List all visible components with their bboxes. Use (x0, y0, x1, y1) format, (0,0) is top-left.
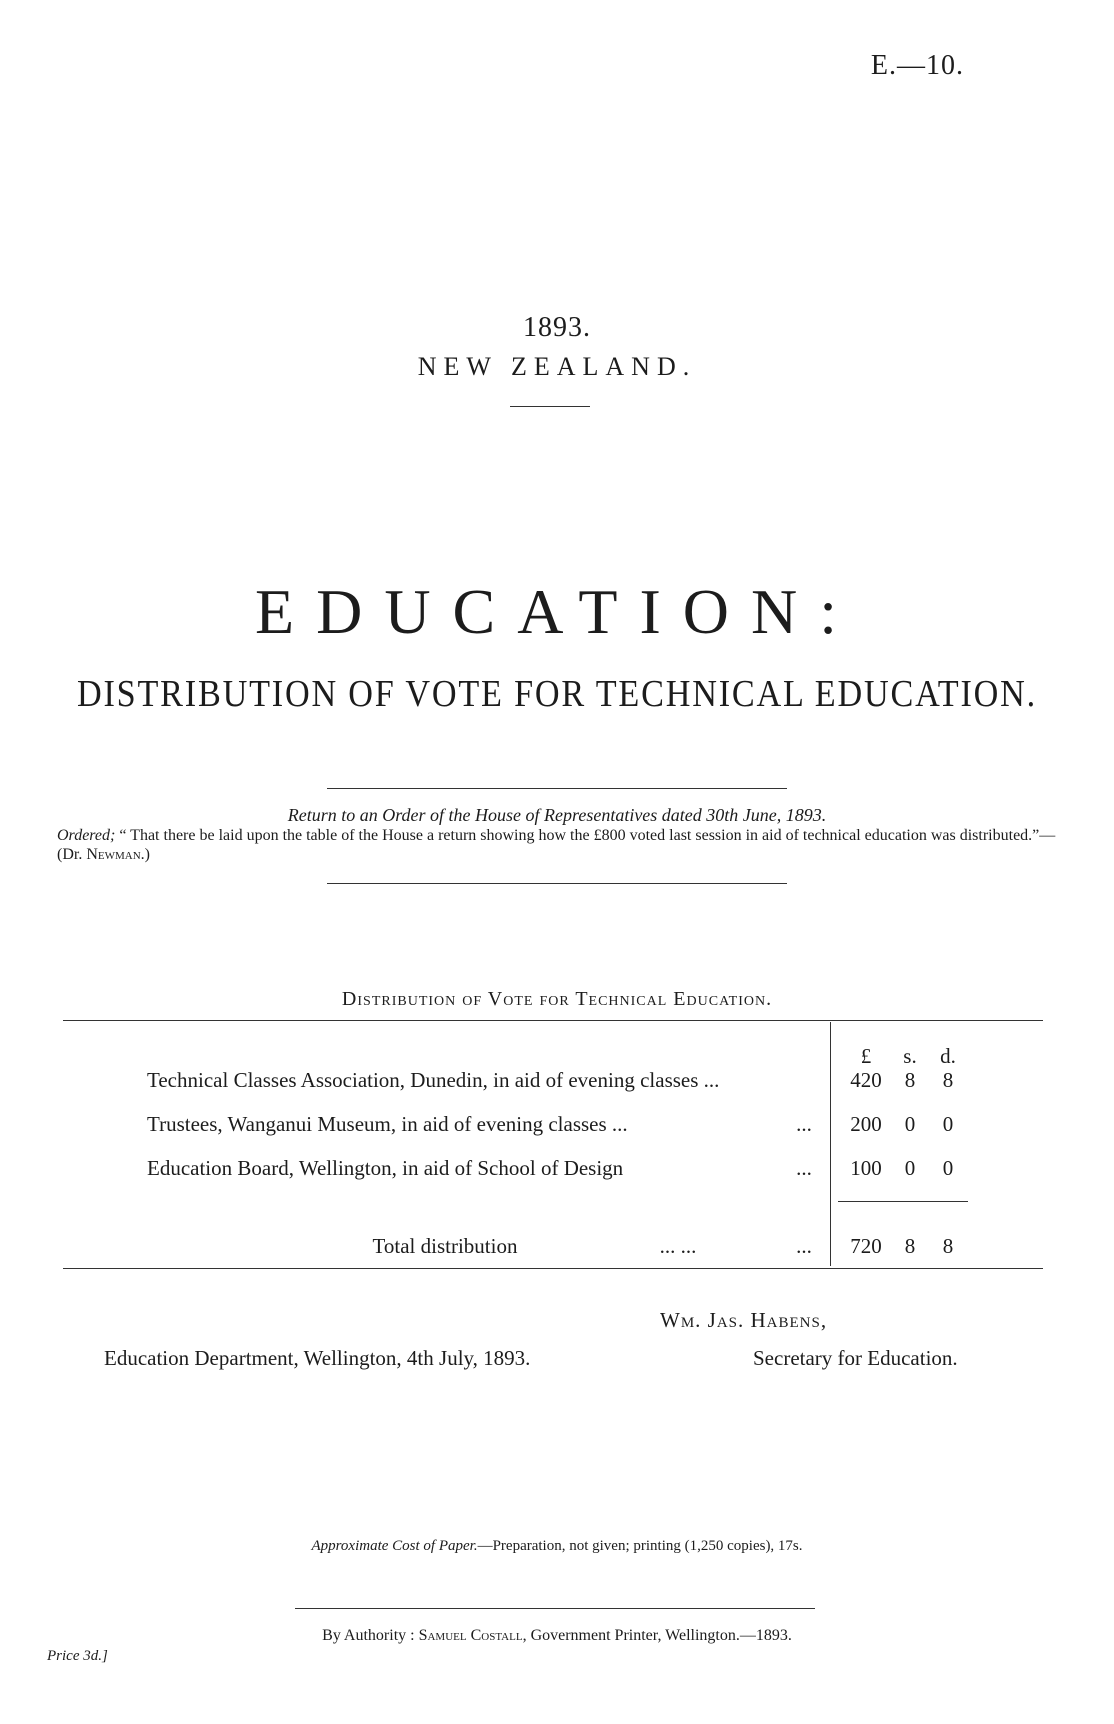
authority-prefix: By Authority : (322, 1627, 415, 1644)
ordered-text: “ That there be laid upon the table of the House a return showing how the £800 voted last session in aid of technical education was distributed.”—(Dr. (57, 827, 1056, 863)
total-label: Total distribution (372, 1234, 518, 1258)
table-row-shillings: 0 (904, 1156, 916, 1180)
footer-rule (295, 1608, 815, 1609)
table-row-label: Trustees, Wanganui Museum, in aid of evening classes ... (147, 1112, 628, 1136)
ordered-member: Newman (86, 846, 141, 863)
leader-dots: ... (796, 1112, 812, 1136)
country-heading: NEW ZEALAND. (417, 352, 697, 381)
column-header-pounds: £ (860, 1044, 872, 1068)
table-row-shillings: 8 (904, 1068, 916, 1092)
document-title: EDUCATION: (255, 576, 859, 647)
place-and-date: Education Department, Wellington, 4th July, 1893. (104, 1346, 531, 1370)
leader-dots: ... ... (659, 1234, 697, 1258)
total-pounds: 720 (850, 1234, 882, 1258)
authority-suffix: , Government Printer, Wellington.—1893. (522, 1627, 792, 1644)
ordered-end: .) (140, 846, 150, 863)
signatory-title: Secretary for Education. (753, 1346, 958, 1370)
header-divider (510, 406, 590, 407)
table-row-shillings: 0 (904, 1112, 916, 1136)
column-header-shillings: s. (903, 1044, 917, 1068)
document-subtitle: DISTRIBUTION OF VOTE FOR TECHNICAL EDUCATION. (76, 673, 1038, 715)
table-row-pounds: 100 (850, 1156, 882, 1180)
printer-name: Samuel Costall (418, 1627, 523, 1644)
total-shillings: 8 (904, 1234, 916, 1258)
ordered-paragraph (57, 826, 1057, 864)
cost-label: Approximate Cost of Paper. (311, 1538, 478, 1554)
table-top-rule (63, 1020, 1043, 1021)
approximate-cost (0, 1538, 1114, 1555)
table-row-pence: 0 (942, 1156, 954, 1180)
table-row-pence: 0 (942, 1112, 954, 1136)
signatory-name: Wm. Jas. Habens, (660, 1308, 828, 1332)
leader-dots: ... (796, 1234, 812, 1258)
column-header-pence: d. (940, 1044, 956, 1068)
printing-authority (0, 1627, 1114, 1645)
preamble-top-rule (327, 788, 787, 789)
table-bottom-rule (63, 1268, 1043, 1269)
table-row-pounds: 420 (850, 1068, 882, 1092)
table-row-pence: 8 (942, 1068, 954, 1092)
cost-text: —Preparation, not given; printing (1,250 copies), 17s. (477, 1538, 803, 1554)
preamble-bottom-rule (327, 883, 787, 884)
table-row-pounds: 200 (850, 1112, 882, 1136)
table-row-label: Education Board, Wellington, in aid of School of Design (147, 1156, 624, 1180)
total-pence: 8 (942, 1234, 954, 1258)
return-order-line: Return to an Order of the House of Representatives dated 30th June, 1893. (287, 805, 827, 825)
page-reference: E.—10. (870, 50, 964, 81)
publication-year: 1893. (523, 312, 591, 343)
leader-dots: ... (796, 1156, 812, 1180)
table-row-label: Technical Classes Association, Dunedin, in aid of evening classes ... (147, 1068, 720, 1092)
table-column-divider (830, 1022, 831, 1266)
price: Price 3d.] (47, 1648, 108, 1664)
table-title: Distribution of Vote for Technical Education. (341, 988, 773, 1010)
ordered-label: Ordered; (57, 827, 116, 844)
subtotal-rule (838, 1201, 968, 1202)
